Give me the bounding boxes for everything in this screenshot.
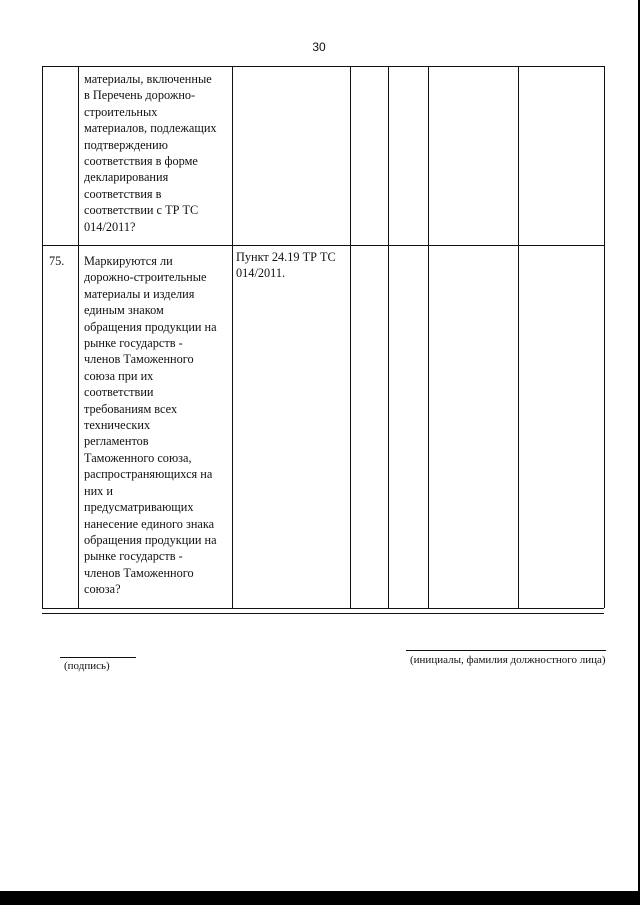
official-name-caption: (инициалы, фамилия должностного лица) [410, 654, 606, 666]
signature-line [60, 657, 136, 658]
column-border [42, 66, 43, 608]
official-name-line [406, 650, 606, 651]
column-border [604, 66, 605, 608]
column-border [78, 66, 79, 608]
table-top-border [42, 66, 604, 67]
column-border [428, 66, 429, 608]
column-border [388, 66, 389, 608]
row-divider [42, 245, 604, 246]
rule-below-table [42, 613, 604, 614]
column-border [232, 66, 233, 608]
column-border [518, 66, 519, 608]
table-cell-question: Маркируются ли дорожно-строительные материалы и изделия единым знаком обращения продукции на рынке государств - членов Таможенного союза при их соответствии требованиям всех технических регламентов Таможенного союза, распространяющихся на них и предусматривающих нанесение единого знака обращения продукции на рынке государств - членов Таможенного союза? [84, 254, 217, 597]
table-cell-reference: Пункт 24.19 ТР ТС 014/2011. [236, 250, 336, 281]
signature-caption: (подпись) [64, 660, 110, 672]
page-number: 30 [312, 40, 326, 54]
table-cell-question: материалы, включенные в Перечень дорожно- строительных материалов, подлежащих подтверждению соответствия в форме декларирования соответствия в соответствии с ТР ТС 014/2011? [84, 72, 217, 234]
column-border [350, 66, 351, 608]
table-bottom-border [42, 608, 604, 609]
table-cell-index: 75. [49, 254, 65, 268]
